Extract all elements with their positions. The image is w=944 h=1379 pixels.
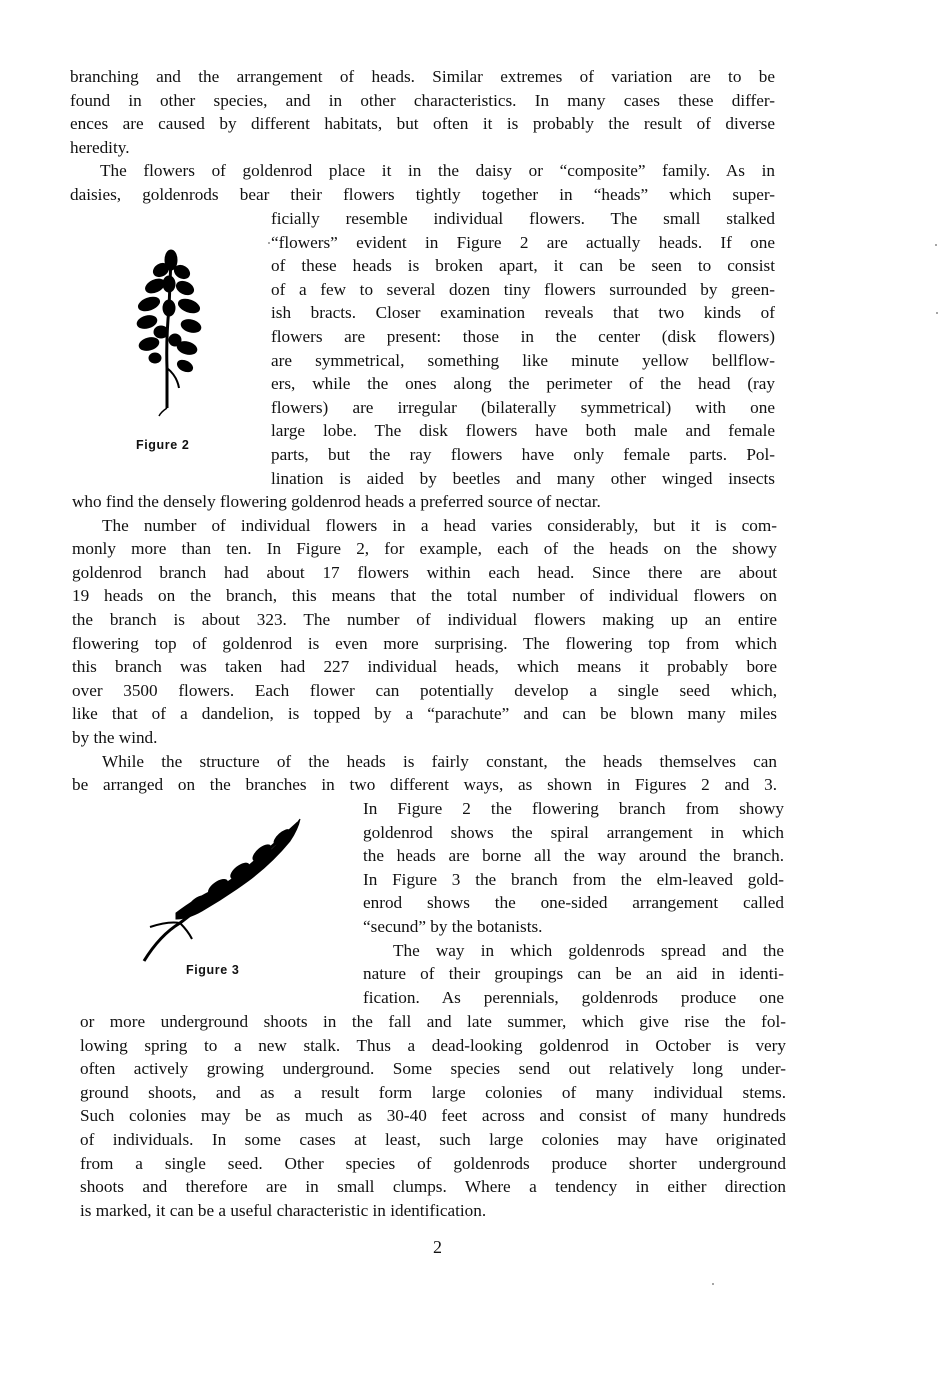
text-line: large lobe. The disk flowers have both male and female xyxy=(271,421,775,441)
text-line: Such colonies may be as much as 30-40 feet across and consist of many hundreds xyxy=(80,1106,786,1126)
text-line: or more underground shoots in the fall and late summer, which give rise the fol- xyxy=(80,1012,786,1031)
text-line: of these heads is broken apart, it can be seen to consist xyxy=(271,256,775,276)
text-line: over 3500 flowers. Each flower can potentially develop a single seed which, xyxy=(72,680,777,700)
middle-text-block xyxy=(72,490,777,797)
wrap-text-figure-3 xyxy=(363,797,784,1009)
text-line: who find the densely flowering goldenrod heads a preferred source of nectar. xyxy=(72,492,601,511)
text-line: often actively growing underground. Some species send out relatively long under- xyxy=(80,1059,786,1079)
figure-2-goldenrod-illustration xyxy=(125,248,215,418)
text-line: fication. As perennials, goldenrods produce one xyxy=(363,987,784,1007)
wrap-text-figure-2 xyxy=(271,207,775,490)
text-line: ground shoots, and as a result form large colonies of many individual stems. xyxy=(80,1082,786,1102)
text-line: The flowers of goldenrod place it in the daisy or “composite” family. As in xyxy=(100,161,775,181)
text-line: The number of individual flowers in a head varies considerably, but it is com- xyxy=(102,515,777,535)
text-line: flowering top of goldenrod is even more surprising. The flowering top from which xyxy=(72,633,777,653)
top-text-block xyxy=(70,65,775,207)
text-line: In Figure 2 the flowering branch from showy xyxy=(363,799,784,818)
text-line: flowers are present: those in the center (disk flowers) xyxy=(271,326,775,346)
text-line: this branch was taken had 227 individual heads, which means it probably bore xyxy=(72,657,777,677)
text-line: ers, while the ones along the perimeter of the head (ray xyxy=(271,374,775,394)
text-line: parts, but the ray flowers have only female parts. Pol- xyxy=(271,444,775,464)
text-line: goldenrod shows the spiral arrangement in which xyxy=(363,822,784,842)
text-line: monly more than ten. In Figure 2, for example, each of the heads on the showy xyxy=(72,539,777,559)
text-line: goldenrod branch had about 17 flowers within each head. Since there are about xyxy=(72,562,777,582)
text-line: shoots and therefore are in small clumps. Where a tendency in either direction xyxy=(80,1177,786,1197)
text-line: While the structure of the heads is fairly constant, the heads themselves can xyxy=(102,751,777,771)
text-line: of individuals. In some cases at least, such large colonies may have originated xyxy=(80,1129,786,1149)
text-line: is marked, it can be a useful characteristic in identification. xyxy=(80,1200,487,1220)
scan-speck xyxy=(936,312,938,314)
text-line: ences are caused by different habitats, but often it is probably the result of diverse xyxy=(70,114,775,134)
page-number: 2 xyxy=(433,1237,442,1257)
text-line: “flowers” evident in Figure 2 are actually heads. If one xyxy=(271,232,775,252)
figure-3-caption: Figure 3 xyxy=(186,963,240,977)
text-line: The way in which goldenrods spread and the xyxy=(393,940,784,960)
scan-speck xyxy=(268,242,270,244)
text-line: 19 heads on the branch, this means that the total number of individual flowers on xyxy=(72,586,777,606)
text-line: of a few to several dozen tiny flowers surrounded by green- xyxy=(271,279,775,299)
text-line: ish bracts. Closer examination reveals that two kinds of xyxy=(271,303,775,323)
text-line: In Figure 3 the branch from the elm-leaved gold- xyxy=(363,869,784,889)
text-line: ficially resemble individual flowers. The small stalked xyxy=(271,209,775,228)
text-line: from a single seed. Other species of goldenrods produce shorter underground xyxy=(80,1153,786,1173)
text-line: nature of their groupings can be an aid in identi- xyxy=(363,964,784,984)
bottom-text-block xyxy=(80,1010,786,1222)
text-line: daisies, goldenrods bear their flowers tightly together in “heads” which super- xyxy=(70,184,775,204)
text-line: lowing spring to a new stalk. Thus a dead-looking goldenrod in October is very xyxy=(80,1035,786,1055)
scan-speck xyxy=(935,244,937,246)
text-line: like that of a dandelion, is topped by a “parachute” and can be blown many miles xyxy=(72,704,777,724)
text-line: branching and the arrangement of heads. Similar extremes of variation are to be xyxy=(70,67,775,86)
text-line: found in other species, and in other characteristics. In many cases these differ- xyxy=(70,90,775,110)
text-line: the branch is about 323. The number of individual flowers making up an entire xyxy=(72,609,777,629)
text-line: by the wind. xyxy=(72,727,158,747)
text-line: “secund” by the botanists. xyxy=(363,916,543,936)
text-line: the heads are borne all the way around the branch. xyxy=(363,846,784,866)
scan-speck xyxy=(712,1283,714,1285)
text-line: be arranged on the branches in two different ways, as shown in Figures 2 and 3. xyxy=(72,775,777,795)
text-line: heredity. xyxy=(70,137,130,157)
figure-3-goldenrod-illustration xyxy=(140,815,310,965)
figure-2-caption: Figure 2 xyxy=(136,438,190,452)
text-line: lination is aided by beetles and many other winged insects xyxy=(271,468,775,488)
text-line: are symmetrical, something like minute yellow bellflow- xyxy=(271,350,775,370)
text-line: flowers) are irregular (bilaterally symmetrical) with one xyxy=(271,397,775,417)
text-line: enrod shows the one-sided arrangement called xyxy=(363,893,784,913)
